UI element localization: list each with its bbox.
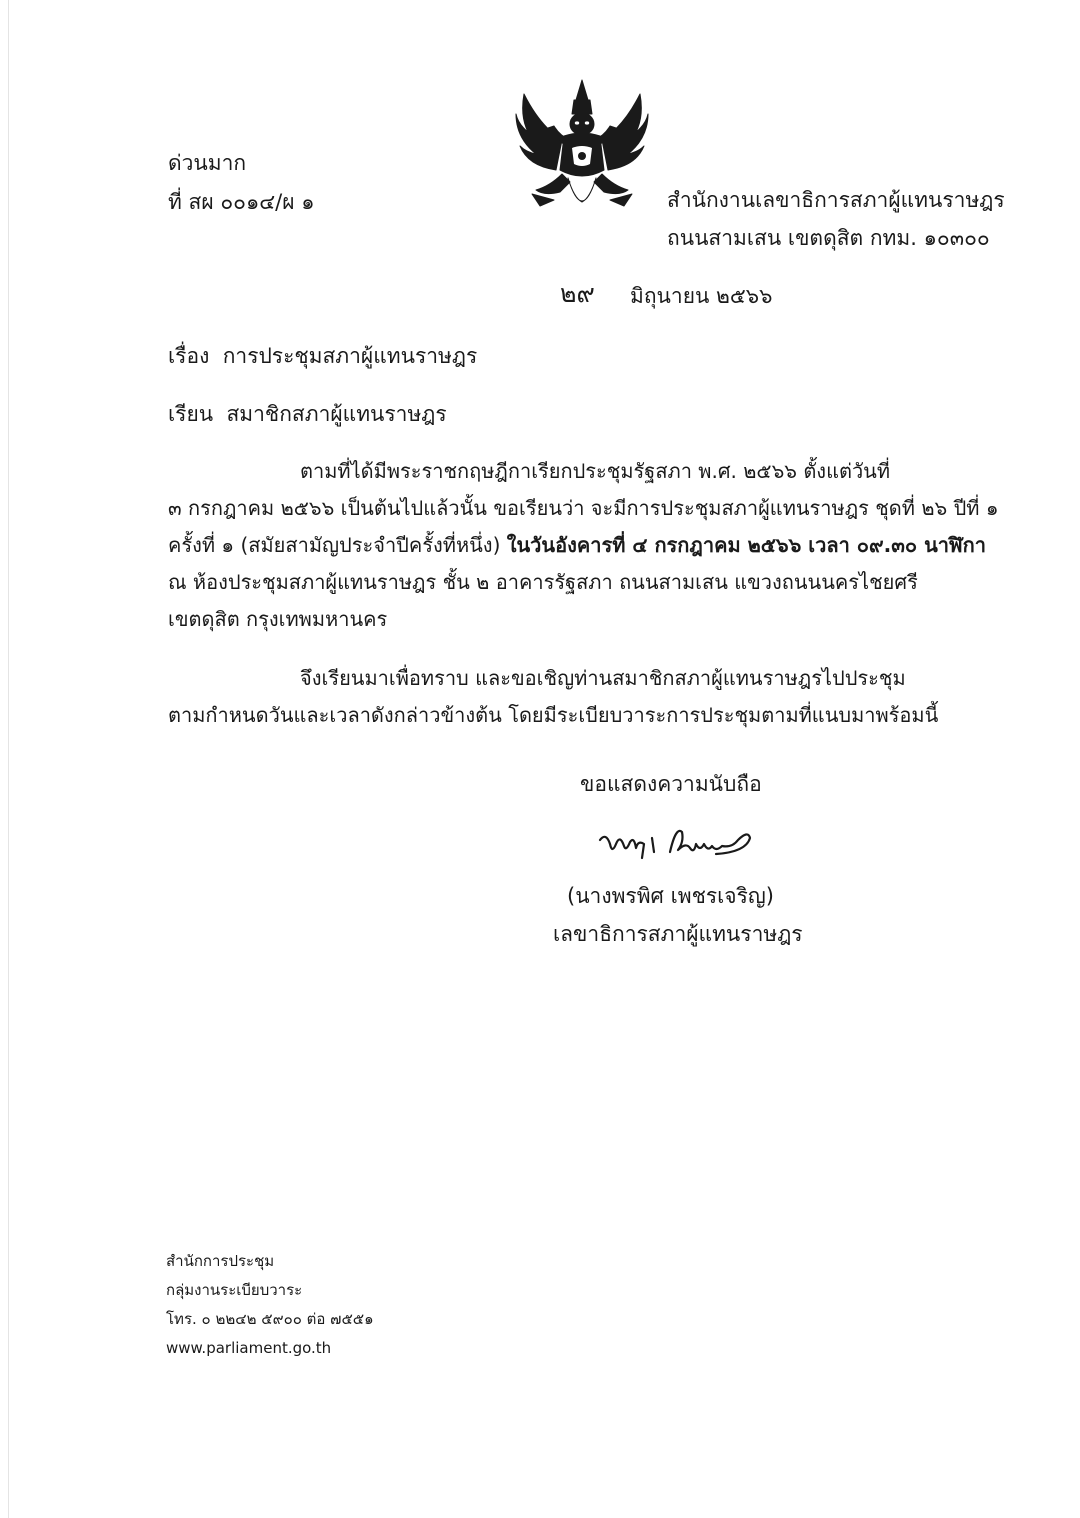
office-name: สำนักงานเลขาธิการสภาผู้แทนราษฎร — [667, 188, 1005, 212]
paragraph-1-line-3 — [168, 527, 994, 564]
subject-text: การประชุมสภาผู้แทนราษฎร — [222, 344, 478, 368]
signer-title: เลขาธิการสภาผู้แทนราษฎร — [553, 922, 803, 946]
date-day: ๒๙ — [560, 279, 595, 308]
subject-line — [168, 342, 477, 370]
signer-name: (นางพรพิศ เพชรเจริญ) — [567, 884, 774, 908]
closing-salutation: ขอแสดงความนับถือ — [580, 772, 762, 796]
reference-number: ที่ สผ ๐๐๑๔/ผ ๑ — [168, 190, 315, 214]
office-address: ถนนสามเสน เขตดุสิต กทม. ๑๐๓๐๐ — [667, 226, 990, 250]
paragraph-1-line-4: ณ ห้องประชุมสภาผู้แทนราษฎร ชั้น ๒ อาคารรัฐสภา ถนนสามเสน แขวงถนนนครไชยศรี — [168, 570, 918, 594]
garuda-emblem-icon — [510, 74, 654, 226]
subject-label: เรื่อง — [168, 344, 210, 368]
footer-group: กลุ่มงานระเบียบวาระ — [166, 1281, 303, 1299]
urgency-label: ด่วนมาก — [168, 151, 247, 175]
footer-phone: โทร. ๐ ๒๒๔๒ ๕๙๐๐ ต่อ ๗๕๕๑ — [166, 1310, 374, 1328]
paragraph-1-line-5: เขตดุสิต กรุงเทพมหานคร — [168, 607, 388, 631]
recipient-label: เรียน — [168, 402, 214, 426]
meeting-session-text: ครั้งที่ ๑ (สมัยสามัญประจำปีครั้งที่หนึ่ง) — [168, 533, 501, 557]
paragraph-1-line-1: ตามที่ได้มีพระราชกฤษฎีกาเรียกประชุมรัฐสภา พ.ศ. ๒๕๖๖ ตั้งแต่วันที่ — [300, 459, 891, 483]
footer-website: www.parliament.go.th — [166, 1339, 332, 1357]
paragraph-2-line-1: จึงเรียนมาเพื่อทราบ และขอเชิญท่านสมาชิกสภาผู้แทนราษฎรไปประชุม — [300, 666, 906, 690]
recipient-text: สมาชิกสภาผู้แทนราษฎร — [226, 402, 447, 426]
body-paragraph-1 — [168, 453, 999, 638]
scan-edge-line — [8, 0, 9, 1518]
paragraph-2-line-2: ตามกำหนดวันและเวลาดังกล่าวข้างต้น โดยมีระเบียบวาระการประชุมตามที่แนบมาพร้อมนี้ — [168, 703, 939, 727]
handwritten-signature-icon — [596, 822, 756, 868]
meeting-datetime-text: ในวันอังคารที่ ๔ กรกฎาคม ๒๕๖๖ เวลา ๐๙.๓๐ นาฬิกา — [506, 533, 986, 557]
body-paragraph-2 — [168, 660, 994, 734]
recipient-line — [168, 400, 447, 428]
date-month-year: มิถุนายน ๒๕๖๖ — [630, 284, 773, 308]
paragraph-1-line-2: ๓ กรกฎาคม ๒๕๖๖ เป็นต้นไปแล้วนั้น ขอเรียนว่า จะมีการประชุมสภาผู้แทนราษฎร ชุดที่ ๒๖ ปีที่ ๑ — [168, 496, 999, 520]
footer-department: สำนักการประชุม — [166, 1252, 275, 1270]
